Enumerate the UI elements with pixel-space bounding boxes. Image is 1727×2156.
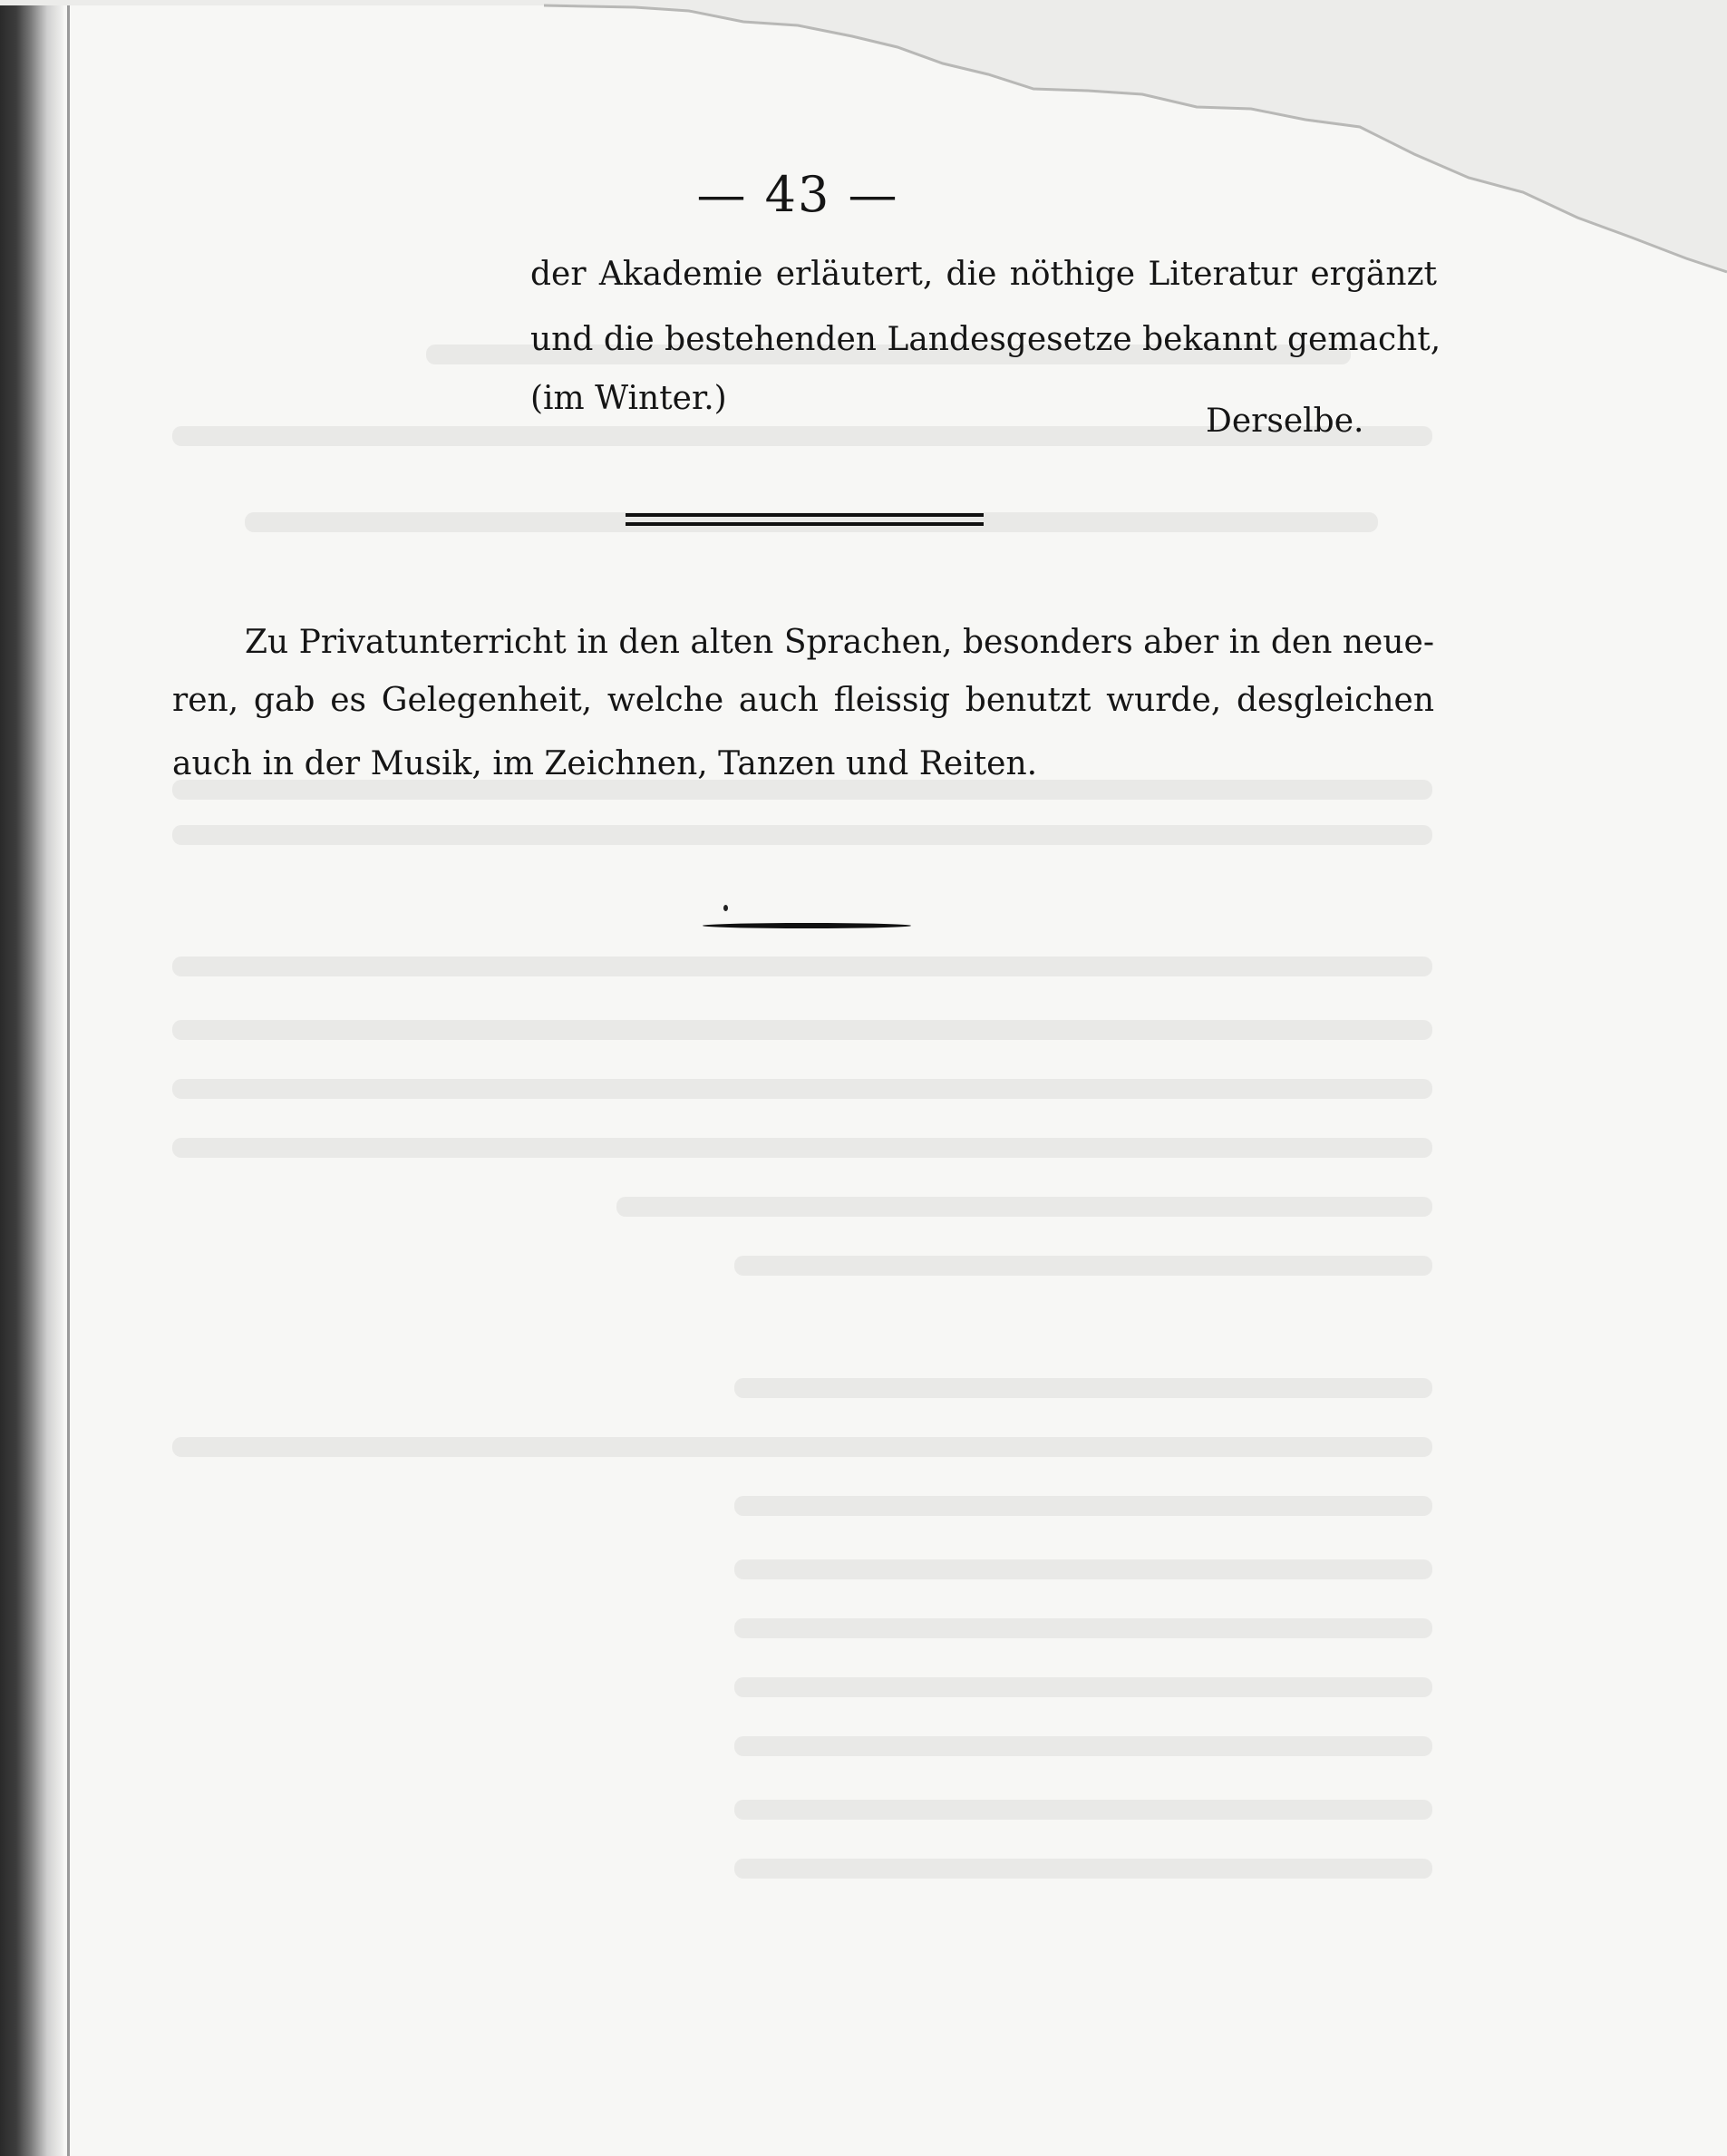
bleed-line: [734, 1559, 1432, 1579]
bleed-line: [172, 1138, 1432, 1158]
text-line: und die bestehenden Landesgesetze bekannt gemacht,: [530, 321, 1441, 358]
bleed-line: [172, 825, 1432, 845]
page-number: — 43 —: [696, 166, 899, 223]
text-line: ren, gab es Gelegenheit, welche auch fleissig benutzt wurde, desgleichen: [172, 682, 1434, 719]
bleed-line: [734, 1859, 1432, 1879]
signature: Derselbe.: [1206, 403, 1364, 440]
bleed-line: [172, 1079, 1432, 1099]
bleed-line: [616, 1197, 1432, 1217]
bleed-line: [734, 1256, 1432, 1276]
end-rule-divider: [703, 923, 911, 928]
bleed-line: [734, 1736, 1432, 1756]
bleed-line: [734, 1378, 1432, 1398]
bleed-line: [734, 1496, 1432, 1516]
bleed-line: [734, 1677, 1432, 1697]
text-line: der Akademie erläutert, die nöthige Literatur ergänzt: [530, 256, 1437, 293]
bleed-line: [172, 957, 1432, 976]
double-rule-divider: [626, 513, 984, 526]
bleed-line: [734, 1618, 1432, 1638]
text-line: Zu Privatunterricht in den alten Sprachen, besonders aber in den neue-: [245, 624, 1434, 661]
text-line: (im Winter.): [530, 380, 727, 417]
text-line: auch in der Musik, im Zeichnen, Tanzen und Reiten.: [172, 745, 1038, 782]
bleed-line: [734, 1800, 1432, 1820]
bleed-line: [172, 1020, 1432, 1040]
bleed-line: [172, 1437, 1432, 1457]
ornament-dot: [723, 905, 728, 911]
